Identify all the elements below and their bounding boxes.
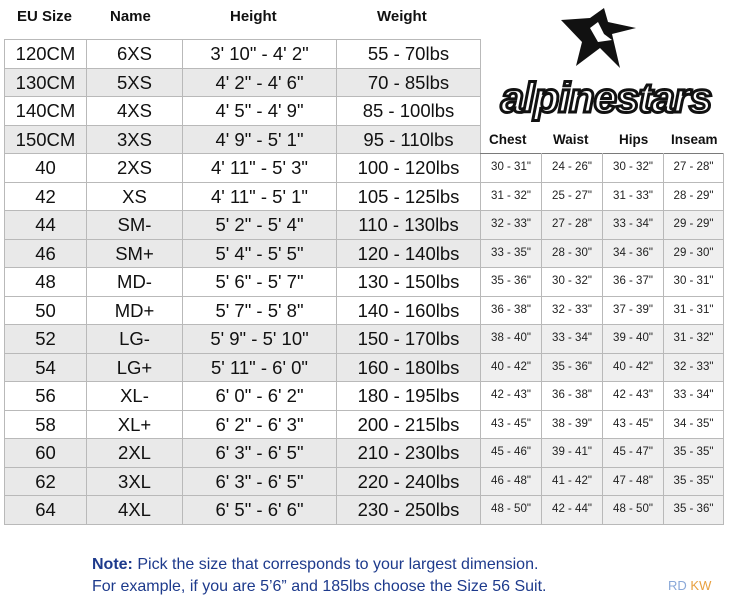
cell-weight: 55 - 70lbs [337, 40, 481, 69]
cell-eu-size: 140CM [5, 97, 87, 126]
cell-chest: 36 - 38" [481, 296, 542, 325]
cell-weight: 130 - 150lbs [337, 268, 481, 297]
cell-name: LG- [87, 325, 183, 354]
header-weight: Weight [377, 8, 427, 25]
cell-weight: 150 - 170lbs [337, 325, 481, 354]
cell-waist: 30 - 32" [542, 268, 603, 297]
cell-eu-size: 52 [5, 325, 87, 354]
measurement-table [480, 153, 724, 525]
cell-inseam: 32 - 33" [664, 353, 724, 382]
cell-weight: 100 - 120lbs [337, 154, 481, 183]
cell-height: 5' 2" - 5' 4" [183, 211, 337, 240]
cell-height: 5' 11" - 6' 0" [183, 353, 337, 382]
cell-hips: 36 - 37" [603, 268, 664, 297]
cell-waist: 36 - 38" [542, 382, 603, 411]
cell-hips: 39 - 40" [603, 325, 664, 354]
cell-waist: 39 - 41" [542, 439, 603, 468]
watermark-rd: RD [668, 578, 687, 593]
cell-eu-size: 48 [5, 268, 87, 297]
cell-inseam: 29 - 29" [664, 211, 724, 240]
table-row [481, 467, 724, 496]
cell-name: 4XL [87, 496, 183, 525]
cell-hips: 48 - 50" [603, 496, 664, 525]
table-row [5, 296, 481, 325]
watermark [668, 578, 711, 593]
header-hips: Hips [619, 132, 649, 147]
table-row [481, 296, 724, 325]
cell-height: 4' 11" - 5' 1" [183, 182, 337, 211]
table-row [481, 182, 724, 211]
cell-eu-size: 40 [5, 154, 87, 183]
table-row [5, 353, 481, 382]
cell-height: 5' 6" - 5' 7" [183, 268, 337, 297]
cell-eu-size: 130CM [5, 68, 87, 97]
cell-inseam: 29 - 30" [664, 239, 724, 268]
cell-height: 4' 9" - 5' 1" [183, 125, 337, 154]
cell-height: 3' 10" - 4' 2" [183, 40, 337, 69]
table-row [481, 239, 724, 268]
cell-chest: 31 - 32" [481, 182, 542, 211]
table-row [481, 268, 724, 297]
cell-hips: 45 - 47" [603, 439, 664, 468]
cell-weight: 180 - 195lbs [337, 382, 481, 411]
cell-chest: 38 - 40" [481, 325, 542, 354]
cell-height: 6' 2" - 6' 3" [183, 410, 337, 439]
star-icon [561, 8, 636, 68]
cell-inseam: 30 - 31" [664, 268, 724, 297]
cell-chest: 46 - 48" [481, 467, 542, 496]
cell-weight: 220 - 240lbs [337, 467, 481, 496]
cell-name: XL- [87, 382, 183, 411]
cell-eu-size: 60 [5, 439, 87, 468]
cell-inseam: 35 - 35" [664, 467, 724, 496]
cell-name: 5XS [87, 68, 183, 97]
cell-eu-size: 64 [5, 496, 87, 525]
cell-weight: 160 - 180lbs [337, 353, 481, 382]
cell-height: 6' 3" - 6' 5" [183, 439, 337, 468]
cell-waist: 41 - 42" [542, 467, 603, 496]
cell-weight: 230 - 250lbs [337, 496, 481, 525]
table-row [5, 239, 481, 268]
cell-hips: 40 - 42" [603, 353, 664, 382]
cell-chest: 30 - 31" [481, 154, 542, 183]
table-row [481, 439, 724, 468]
cell-weight: 110 - 130lbs [337, 211, 481, 240]
cell-name: 2XS [87, 154, 183, 183]
cell-name: 4XS [87, 97, 183, 126]
cell-inseam: 35 - 36" [664, 496, 724, 525]
cell-waist: 33 - 34" [542, 325, 603, 354]
table-row [5, 268, 481, 297]
cell-weight: 210 - 230lbs [337, 439, 481, 468]
note [92, 554, 546, 598]
table-row [5, 496, 481, 525]
cell-height: 4' 5" - 4' 9" [183, 97, 337, 126]
note-label: Note: [92, 556, 133, 573]
cell-hips: 30 - 32" [603, 154, 664, 183]
cell-chest: 42 - 43" [481, 382, 542, 411]
brand-wordmark: alpinestars [500, 74, 712, 121]
header-chest: Chest [489, 132, 527, 147]
size-table [4, 39, 481, 525]
cell-height: 6' 3" - 6' 5" [183, 467, 337, 496]
cell-name: 2XL [87, 439, 183, 468]
header-eu-size: EU Size [17, 8, 73, 25]
cell-weight: 120 - 140lbs [337, 239, 481, 268]
cell-chest: 35 - 36" [481, 268, 542, 297]
cell-waist: 27 - 28" [542, 211, 603, 240]
table-row [5, 97, 481, 126]
cell-weight: 140 - 160lbs [337, 296, 481, 325]
watermark-kw: KW [690, 578, 712, 593]
table-row [5, 211, 481, 240]
cell-waist: 38 - 39" [542, 410, 603, 439]
header-inseam: Inseam [671, 132, 718, 147]
cell-height: 6' 0" - 6' 2" [183, 382, 337, 411]
cell-height: 4' 2" - 4' 6" [183, 68, 337, 97]
cell-chest: 48 - 50" [481, 496, 542, 525]
cell-hips: 43 - 45" [603, 410, 664, 439]
cell-eu-size: 44 [5, 211, 87, 240]
cell-height: 4' 11" - 5' 3" [183, 154, 337, 183]
cell-hips: 42 - 43" [603, 382, 664, 411]
cell-name: 3XS [87, 125, 183, 154]
cell-height: 5' 4" - 5' 5" [183, 239, 337, 268]
cell-height: 5' 9" - 5' 10" [183, 325, 337, 354]
cell-inseam: 34 - 35" [664, 410, 724, 439]
cell-eu-size: 50 [5, 296, 87, 325]
cell-eu-size: 56 [5, 382, 87, 411]
cell-hips: 34 - 36" [603, 239, 664, 268]
cell-name: MD- [87, 268, 183, 297]
header-height: Height [230, 8, 277, 25]
cell-weight: 70 - 85lbs [337, 68, 481, 97]
cell-waist: 28 - 30" [542, 239, 603, 268]
cell-hips: 47 - 48" [603, 467, 664, 496]
cell-inseam: 27 - 28" [664, 154, 724, 183]
table-row [5, 382, 481, 411]
cell-inseam: 28 - 29" [664, 182, 724, 211]
cell-name: MD+ [87, 296, 183, 325]
table-row [481, 353, 724, 382]
cell-waist: 32 - 33" [542, 296, 603, 325]
cell-height: 5' 7" - 5' 8" [183, 296, 337, 325]
table-row [481, 325, 724, 354]
cell-chest: 33 - 35" [481, 239, 542, 268]
cell-eu-size: 46 [5, 239, 87, 268]
cell-inseam: 35 - 35" [664, 439, 724, 468]
cell-name: 3XL [87, 467, 183, 496]
alpinestars-logo [486, 8, 726, 124]
cell-chest: 45 - 46" [481, 439, 542, 468]
cell-height: 6' 5" - 6' 6" [183, 496, 337, 525]
cell-name: XL+ [87, 410, 183, 439]
cell-name: SM- [87, 211, 183, 240]
cell-inseam: 31 - 32" [664, 325, 724, 354]
table-row [481, 496, 724, 525]
table-row [5, 467, 481, 496]
table-row [5, 68, 481, 97]
table-row [5, 40, 481, 69]
cell-inseam: 31 - 31" [664, 296, 724, 325]
cell-eu-size: 62 [5, 467, 87, 496]
table-row [5, 325, 481, 354]
cell-weight: 85 - 100lbs [337, 97, 481, 126]
cell-chest: 43 - 45" [481, 410, 542, 439]
header-name: Name [110, 8, 151, 25]
cell-eu-size: 150CM [5, 125, 87, 154]
note-line2: For example, if you are 5’6” and 185lbs choose the Size 56 Suit. [92, 578, 547, 595]
cell-waist: 35 - 36" [542, 353, 603, 382]
cell-name: 6XS [87, 40, 183, 69]
cell-weight: 95 - 110lbs [337, 125, 481, 154]
table-row [5, 410, 481, 439]
cell-inseam: 33 - 34" [664, 382, 724, 411]
header-waist: Waist [553, 132, 589, 147]
table-row [5, 125, 481, 154]
cell-eu-size: 120CM [5, 40, 87, 69]
cell-eu-size: 58 [5, 410, 87, 439]
table-row [481, 382, 724, 411]
table-row [481, 410, 724, 439]
cell-waist: 25 - 27" [542, 182, 603, 211]
cell-waist: 42 - 44" [542, 496, 603, 525]
cell-hips: 33 - 34" [603, 211, 664, 240]
cell-chest: 40 - 42" [481, 353, 542, 382]
cell-chest: 32 - 33" [481, 211, 542, 240]
cell-name: SM+ [87, 239, 183, 268]
table-row [481, 211, 724, 240]
cell-weight: 200 - 215lbs [337, 410, 481, 439]
table-row [5, 182, 481, 211]
table-row [5, 154, 481, 183]
table-row [481, 154, 724, 183]
cell-waist: 24 - 26" [542, 154, 603, 183]
cell-hips: 37 - 39" [603, 296, 664, 325]
cell-eu-size: 54 [5, 353, 87, 382]
cell-name: XS [87, 182, 183, 211]
cell-eu-size: 42 [5, 182, 87, 211]
cell-name: LG+ [87, 353, 183, 382]
cell-hips: 31 - 33" [603, 182, 664, 211]
cell-weight: 105 - 125lbs [337, 182, 481, 211]
note-line1: Pick the size that corresponds to your largest dimension. [132, 556, 539, 573]
table-row [5, 439, 481, 468]
